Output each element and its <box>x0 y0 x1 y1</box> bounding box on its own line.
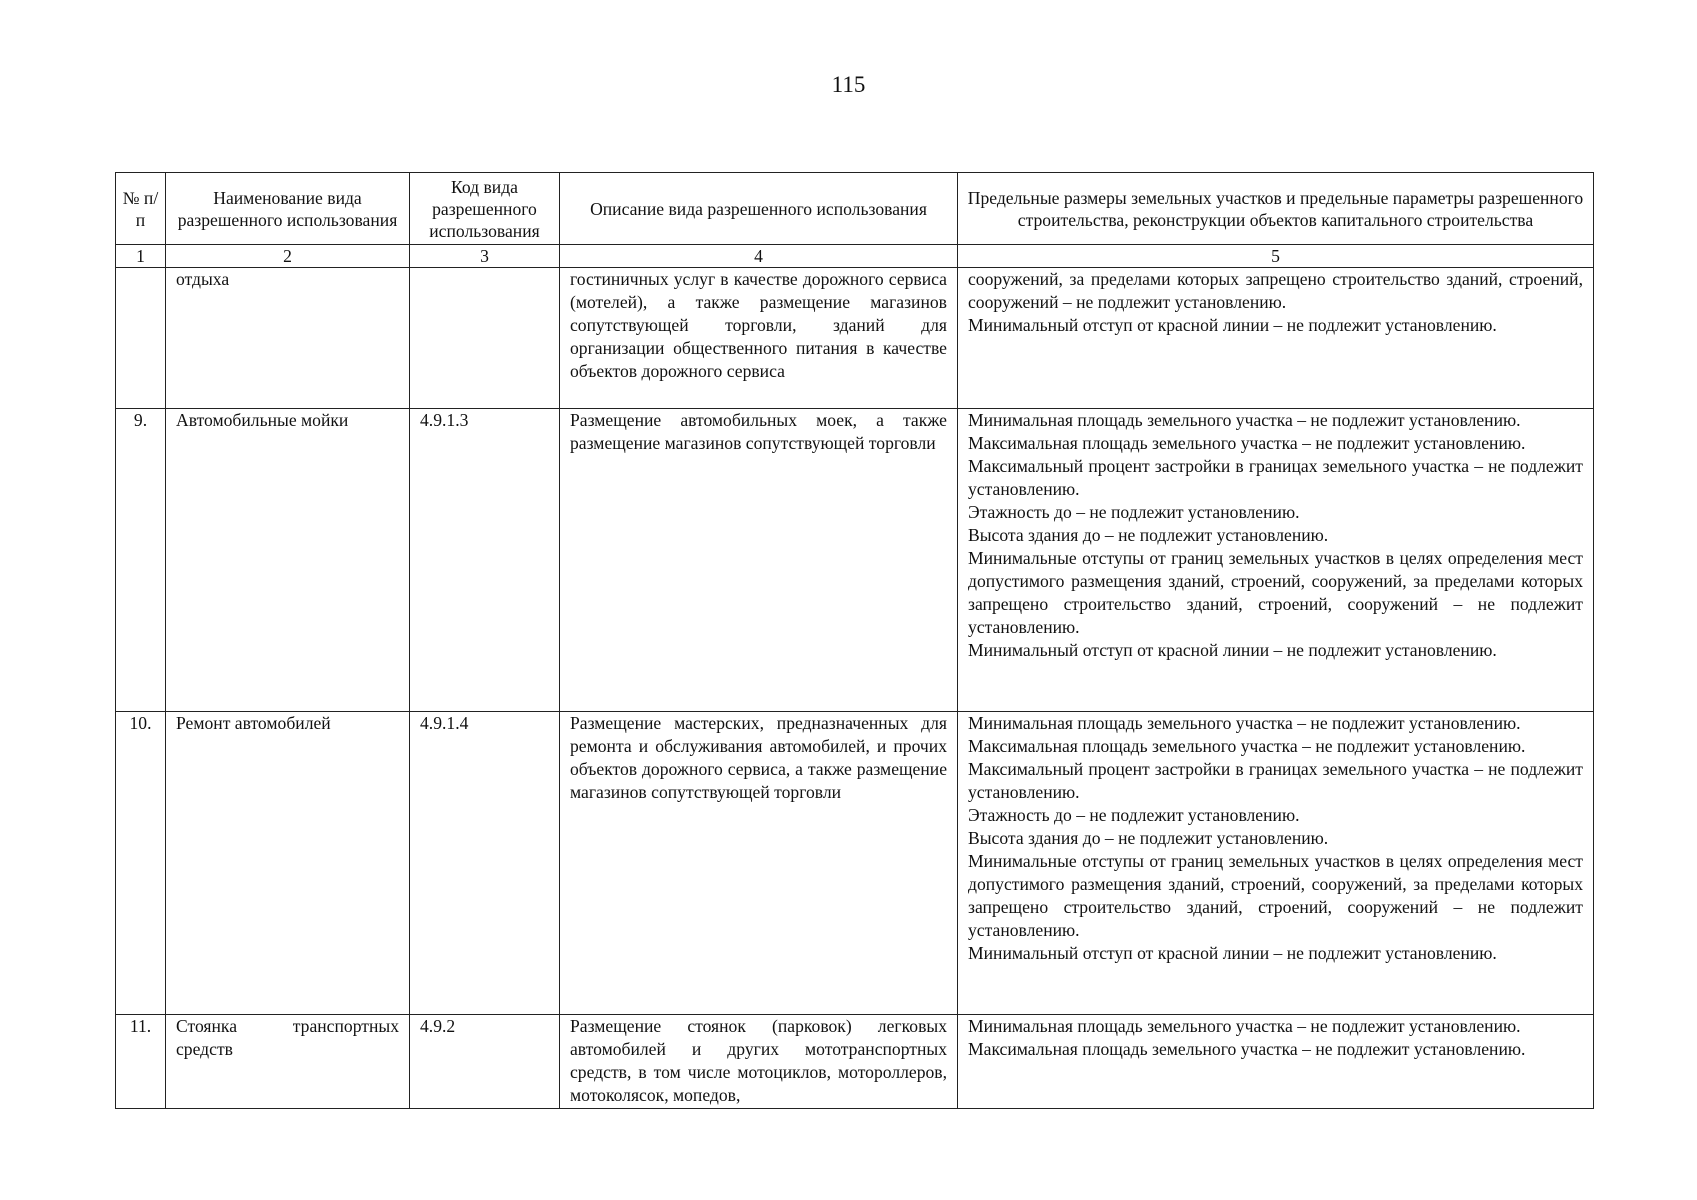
column-number: 4 <box>560 245 958 268</box>
row-code <box>410 268 560 409</box>
row-name: Автомобильные мойки <box>166 409 410 712</box>
row-desc: гостиничных услуг в качестве дорожного сервиса (мотелей), а также размещение магазинов сопутствующей торговли, зданий для организации общественного питания в качестве объектов дорожного сервиса <box>560 268 958 409</box>
row-params <box>958 712 1594 1015</box>
table-row <box>116 712 1594 1015</box>
row-params <box>958 268 1594 409</box>
param-line: Минимальные отступы от границ земельных участков в целях определения мест допустимого размещения зданий, строений, сооружений, за пределами которых запрещено строительство зданий, строений, сооружений – не подлежит установлению. <box>968 548 1583 637</box>
param-line: Высота здания до – не подлежит установлению. <box>968 525 1329 545</box>
param-line: Минимальная площадь земельного участка – не подлежит установлению. <box>968 410 1521 430</box>
param-line: Максимальная площадь земельного участка – не подлежит установлению. <box>968 1039 1526 1059</box>
row-desc: Размещение мастерских, предназначенных для ремонта и обслуживания автомобилей, и прочих объектов дорожного сервиса, а также размещение магазинов сопутствующей торговли <box>560 712 958 1015</box>
param-line: Высота здания до – не подлежит установлению. <box>968 828 1329 848</box>
row-params <box>958 409 1594 712</box>
row-num: 10. <box>116 712 166 1015</box>
header-params: Предельные размеры земельных участков и предельные параметры разрешенного строительства, реконструкции объектов капитального строительства <box>958 173 1594 245</box>
row-code: 4.9.1.4 <box>410 712 560 1015</box>
row-num <box>116 268 166 409</box>
param-line: Максимальный процент застройки в границах земельного участка – не подлежит установлению. <box>968 456 1583 499</box>
row-num: 9. <box>116 409 166 712</box>
table-row <box>116 268 1594 409</box>
param-line: Минимальная площадь земельного участка – не подлежит установлению. <box>968 1016 1521 1036</box>
column-number: 2 <box>166 245 410 268</box>
row-desc: Размещение стоянок (парковок) легковых автомобилей и других мототранспортных средств, в том числе мотоциклов, мотороллеров, мотоколясок, мопедов, <box>560 1015 958 1109</box>
param-line: Минимальный отступ от красной линии – не подлежит установлению. <box>968 640 1497 660</box>
param-line: Минимальная площадь земельного участка – не подлежит установлению. <box>968 713 1521 733</box>
row-code: 4.9.2 <box>410 1015 560 1109</box>
column-number: 5 <box>958 245 1594 268</box>
param-line: Максимальная площадь земельного участка – не подлежит установлению. <box>968 736 1526 756</box>
param-line: Этажность до – не подлежит установлению. <box>968 502 1300 522</box>
table-header-row <box>116 173 1594 245</box>
column-number-row <box>116 245 1594 268</box>
param-line: Минимальные отступы от границ земельных участков в целях определения мест допустимого размещения зданий, строений, сооружений, за пределами которых запрещено строительство зданий, строений, сооружений – не подлежит установлению. <box>968 851 1583 940</box>
header-code: Код вида разрешенного использования <box>410 173 560 245</box>
param-line: Минимальный отступ от красной линии – не подлежит установлению. <box>968 315 1497 335</box>
param-line: Этажность до – не подлежит установлению. <box>968 805 1300 825</box>
row-code: 4.9.1.3 <box>410 409 560 712</box>
header-num: № п/п <box>116 173 166 245</box>
param-line: Максимальный процент застройки в границах земельного участка – не подлежит установлению. <box>968 759 1583 802</box>
param-line: Минимальный отступ от красной линии – не подлежит установлению. <box>968 943 1497 963</box>
land-use-table <box>115 172 1594 1109</box>
header-name: Наименование вида разрешенного использования <box>166 173 410 245</box>
param-line: сооружений, за пределами которых запрещено строительство зданий, строений, сооружений – не подлежит установлению. <box>968 269 1583 312</box>
table-row <box>116 409 1594 712</box>
column-number: 3 <box>410 245 560 268</box>
row-num: 11. <box>116 1015 166 1109</box>
param-line: Максимальная площадь земельного участка – не подлежит установлению. <box>968 433 1526 453</box>
table-row <box>116 1015 1594 1109</box>
row-desc: Размещение автомобильных моек, а также размещение магазинов сопутствующей торговли <box>560 409 958 712</box>
page-number: 115 <box>831 72 866 97</box>
row-name: отдыха <box>166 268 410 409</box>
row-name: Ремонт автомобилей <box>166 712 410 1015</box>
header-desc: Описание вида разрешенного использования <box>560 173 958 245</box>
column-number: 1 <box>116 245 166 268</box>
row-params <box>958 1015 1594 1109</box>
row-name: Стоянка транспортных средств <box>166 1015 410 1109</box>
